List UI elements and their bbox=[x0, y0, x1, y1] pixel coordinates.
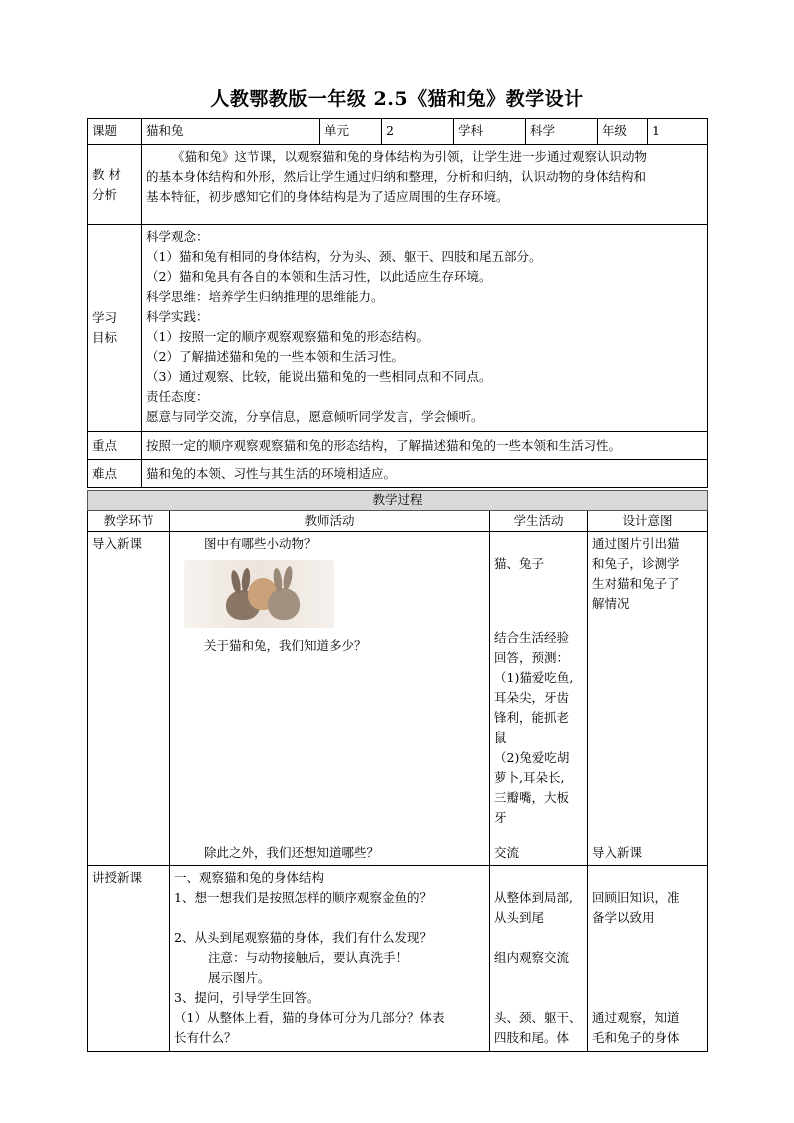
unit-value: 2 bbox=[382, 119, 454, 145]
lesson-info-table bbox=[87, 118, 708, 488]
info-row bbox=[88, 119, 708, 145]
analysis-row bbox=[88, 145, 708, 225]
objective-line: （2）猫和兔具有各自的本领和生活习性，以此适应生存环境。 bbox=[146, 269, 492, 284]
objective-line: 科学实践： bbox=[146, 309, 209, 324]
teach-line: 长有什么？ bbox=[174, 1030, 237, 1045]
intro-intent-line: 通过图片引出猫 bbox=[592, 536, 680, 551]
objective-line: 科学思维：培养学生归纳推理的思维能力。 bbox=[146, 289, 384, 304]
objective-line: （3）通过观察、比较，能说出猫和兔的一些相同点和不同点。 bbox=[146, 369, 492, 384]
unit-label: 单元 bbox=[320, 119, 382, 145]
intro-row bbox=[88, 532, 708, 866]
teach-intent-line: 回顾旧知识，准 bbox=[592, 890, 680, 905]
teach-line bbox=[174, 908, 485, 928]
grade-label: 年级 bbox=[598, 119, 648, 145]
teach-student-line: 四肢和尾。体 bbox=[494, 1030, 570, 1045]
teach-intent-line bbox=[592, 948, 703, 968]
key-point-row bbox=[88, 432, 708, 460]
intro-answer-2 bbox=[494, 628, 583, 828]
intro-intent-line: 解情况 bbox=[592, 596, 630, 611]
intro-answer-line: 回答，预测： bbox=[494, 650, 570, 665]
intro-answer-line: 鼠 bbox=[494, 730, 507, 745]
cat-and-rabbits-photo bbox=[184, 560, 334, 628]
col-stage: 教学环节 bbox=[88, 511, 170, 532]
teach-student-line: 从整体到局部, bbox=[494, 890, 573, 905]
teach-line: 一、观察猫和兔的身体结构 bbox=[174, 870, 325, 885]
col-intent: 设计意图 bbox=[588, 511, 708, 532]
teach-row bbox=[88, 866, 708, 1052]
difficulty-row bbox=[88, 460, 708, 488]
intro-intent-bottom: 导入新课 bbox=[592, 845, 643, 860]
intro-answer-line: 三瓣嘴，大板 bbox=[494, 790, 570, 805]
grade-value: 1 bbox=[648, 119, 708, 145]
objective-line: 愿意与同学交流，分享信息，愿意倾听同学发言，学会倾听。 bbox=[146, 409, 484, 424]
analysis-line: 的基本身体结构和外形，然后让学生通过归纳和整理，分析和归纳，认识动物的身体结构和 bbox=[146, 169, 647, 184]
teach-line: 注意：与动物接触后，要认真洗手！ bbox=[208, 950, 409, 965]
course-value: 猫和兔 bbox=[142, 119, 320, 145]
intro-answer-3: 交流 bbox=[494, 845, 520, 860]
teach-line: （1）从整体上看，猫的身体可分为几部分？体表 bbox=[174, 1010, 445, 1025]
teach-student bbox=[490, 866, 588, 1052]
objective-line: 科学观念： bbox=[146, 229, 209, 244]
intro-answer-line: 锋利，能抓老 bbox=[494, 710, 570, 725]
objectives-label-line: 学习 bbox=[92, 310, 118, 325]
intro-answer-line: 牙 bbox=[494, 810, 507, 825]
objectives-text bbox=[142, 225, 708, 432]
teach-intent-line bbox=[592, 968, 703, 988]
intro-answer-line: 结合生活经验 bbox=[494, 630, 570, 645]
column-header-row bbox=[88, 511, 708, 532]
teach-intent bbox=[588, 866, 708, 1052]
teaching-process-table bbox=[87, 490, 708, 1052]
analysis-label-line: 教 材 bbox=[92, 166, 121, 182]
teach-line: 展示图片。 bbox=[208, 970, 271, 985]
subject-label: 学科 bbox=[454, 119, 526, 145]
teach-intent-line: 毛和兔子的身体 bbox=[592, 1030, 680, 1045]
teach-line: 1、想一想我们是按照怎样的顺序观察金鱼的？ bbox=[174, 890, 432, 905]
teach-intent-line: 备学以致用 bbox=[592, 910, 655, 925]
process-header: 教学过程 bbox=[88, 491, 708, 511]
page-title: 人教鄂教版一年级 2.5《猫和兔》教学设计 bbox=[210, 88, 584, 110]
analysis-text bbox=[142, 145, 708, 225]
objectives-label-line: 目标 bbox=[92, 330, 118, 345]
teach-student-line: 组内观察交流 bbox=[494, 950, 570, 965]
teach-intent-line bbox=[592, 928, 703, 948]
objective-line: （1）猫和兔有相同的身体结构，分为头、颈、躯干、四肢和尾五部分。 bbox=[146, 249, 542, 264]
teach-student-line: 从头到尾 bbox=[494, 910, 545, 925]
intro-answer-line: （1)猫爱吃鱼, bbox=[494, 670, 574, 685]
col-student: 学生活动 bbox=[490, 511, 588, 532]
intro-question-1: 图中有哪些小动物？ bbox=[204, 536, 317, 551]
intro-student bbox=[490, 532, 588, 866]
intro-answer-1: 猫、兔子 bbox=[494, 556, 545, 571]
difficulty-label: 难点 bbox=[88, 460, 142, 488]
intro-question-2: 关于猫和兔，我们知道多少？ bbox=[204, 638, 367, 653]
analysis-label-line: 分析 bbox=[92, 186, 118, 202]
process-header-row bbox=[88, 491, 708, 511]
col-teacher: 教师活动 bbox=[170, 511, 490, 532]
teach-line: 3、提问，引导学生回答。 bbox=[174, 990, 320, 1005]
subject-value: 科学 bbox=[526, 119, 598, 145]
course-label: 课题 bbox=[88, 119, 142, 145]
teach-student-line bbox=[494, 928, 583, 948]
teach-line: 2、从头到尾观察猫的身体，我们有什么发现？ bbox=[174, 930, 432, 945]
teach-intent-line bbox=[592, 988, 703, 1008]
intro-intent-line: 生对猫和兔子了 bbox=[592, 576, 680, 591]
teach-intent-line: 通过观察，知道 bbox=[592, 1010, 680, 1025]
objectives-label bbox=[88, 225, 142, 432]
analysis-label bbox=[88, 145, 142, 225]
objective-line: 责任态度： bbox=[146, 389, 209, 404]
difficulty-text: 猫和兔的本领、习性与其生活的环境相适应。 bbox=[142, 460, 708, 488]
intro-intent bbox=[588, 532, 708, 866]
teach-student-line: 头、颈、躯干、 bbox=[494, 1010, 582, 1025]
teach-teacher bbox=[170, 866, 490, 1052]
teach-student-line bbox=[494, 988, 583, 1008]
teach-stage: 讲授新课 bbox=[88, 866, 170, 1052]
key-point-text: 按照一定的顺序观察观察猫和兔的形态结构，了解描述猫和兔的一些本领和生活习性。 bbox=[142, 432, 708, 460]
objectives-row bbox=[88, 225, 708, 432]
intro-stage: 导入新课 bbox=[88, 532, 170, 866]
key-point-label: 重点 bbox=[88, 432, 142, 460]
intro-answer-line: 耳朵尖，牙齿 bbox=[494, 690, 570, 705]
analysis-line: 《猫和兔》这节课，以观察猫和兔的身体结构为引领，让学生进一步通过观察认识动物 bbox=[172, 149, 648, 164]
teach-student-line bbox=[494, 968, 583, 988]
intro-answer-line: 萝卜,耳朵长, bbox=[494, 770, 565, 785]
analysis-line: 基本特征，初步感知它们的身体结构是为了适应周围的生存环境。 bbox=[146, 189, 509, 204]
intro-intent-line: 和兔子，诊测学 bbox=[592, 556, 680, 571]
intro-teacher bbox=[170, 532, 490, 866]
intro-answer-line: （2)兔爱吃胡 bbox=[494, 750, 570, 765]
objective-line: （1）按照一定的顺序观察观察猫和兔的形态结构。 bbox=[146, 329, 429, 344]
intro-question-3: 除此之外，我们还想知道哪些？ bbox=[204, 845, 380, 860]
objective-line: （2）了解描述猫和兔的一些本领和生活习性。 bbox=[146, 349, 404, 364]
